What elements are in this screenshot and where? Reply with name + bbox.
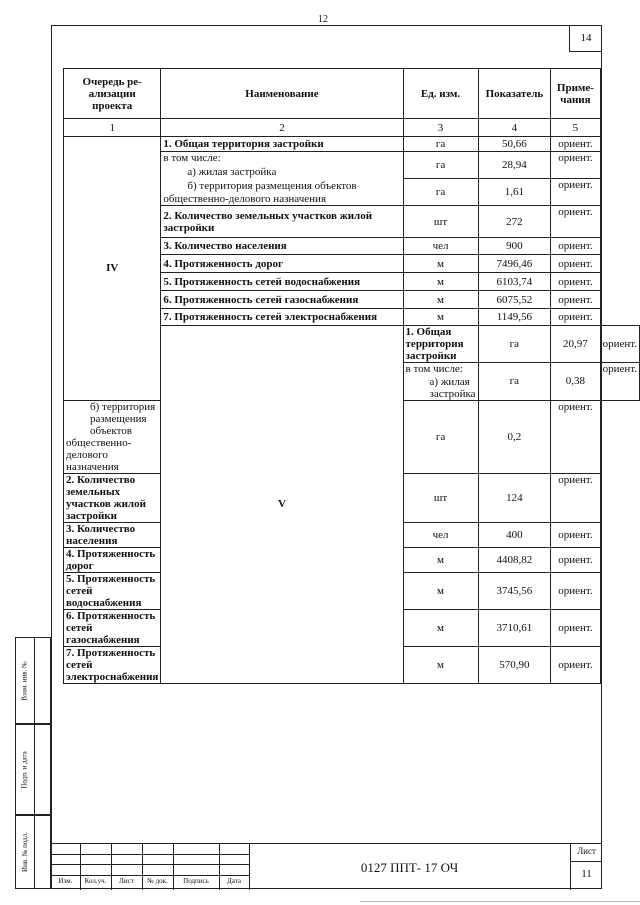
row-note: ориент. bbox=[551, 137, 600, 152]
row-value: 570,90 bbox=[478, 646, 551, 683]
row-unit: га bbox=[403, 179, 478, 206]
row-note: ориент. bbox=[551, 473, 600, 522]
sheet-label: Лист bbox=[577, 846, 596, 856]
row-title: 4. Протяженность дорог bbox=[64, 547, 161, 572]
row-note: ориент. bbox=[551, 400, 600, 473]
row-value: 1,61 bbox=[478, 179, 551, 206]
row-title: 7. Протяженность сетей электроснабжения bbox=[161, 309, 403, 326]
including-label: в том числе: bbox=[161, 152, 403, 165]
header-row bbox=[64, 69, 640, 119]
row-note: ориент. bbox=[600, 326, 639, 363]
row-value: 900 bbox=[478, 238, 551, 255]
row-value: 28,94 bbox=[478, 152, 551, 179]
row-value: 6075,52 bbox=[478, 291, 551, 309]
row-unit: га bbox=[403, 400, 478, 473]
row-note: ориент. bbox=[551, 609, 600, 646]
document-code: 0127 ППТ- 17 ОЧ bbox=[360, 860, 459, 875]
row-unit: м bbox=[403, 273, 478, 291]
row-title: б) территория размещения объектов bbox=[64, 400, 161, 437]
caption-date: Дата bbox=[227, 877, 241, 885]
row-value: 3745,56 bbox=[478, 572, 551, 609]
row-title: 6. Протяженность сетей газоснабжения bbox=[64, 609, 161, 646]
stamp-inv-orig bbox=[15, 815, 51, 889]
row-unit: чел bbox=[403, 238, 478, 255]
row-title: 4. Протяженность дорог bbox=[161, 255, 403, 273]
row-value: 0,38 bbox=[551, 363, 600, 401]
row-title: 2. Количество земельных участков жилой застройки bbox=[161, 206, 403, 238]
top-page-number: 12 bbox=[318, 14, 328, 25]
row-value: 272 bbox=[478, 206, 551, 238]
row-unit: м bbox=[403, 309, 478, 326]
row-note: ориент. bbox=[600, 363, 639, 401]
row-value: 50,66 bbox=[478, 137, 551, 152]
row-note: ориент. bbox=[551, 255, 600, 273]
column-number: 5 bbox=[551, 119, 600, 137]
column-number: 1 bbox=[64, 119, 161, 137]
row-note: ориент. bbox=[551, 238, 600, 255]
including-label: в том числе: bbox=[403, 363, 478, 376]
row-note: ориент. bbox=[551, 273, 600, 291]
row-value: 124 bbox=[478, 473, 551, 522]
row-unit: м bbox=[403, 609, 478, 646]
row-unit: га bbox=[403, 137, 478, 152]
row-value: 0,2 bbox=[478, 400, 551, 473]
row-title: общественно-делового назначения bbox=[64, 437, 161, 474]
row-note: ориент. bbox=[551, 572, 600, 609]
row-value: 3710,61 bbox=[478, 609, 551, 646]
row-title: а) жилая застройка bbox=[161, 165, 403, 179]
row-title: б) территория размещения объектов bbox=[161, 179, 403, 193]
stamp-label: Инв. № подл. bbox=[21, 832, 30, 872]
row-unit: м bbox=[403, 572, 478, 609]
row-unit: га bbox=[403, 152, 478, 179]
row-unit: м bbox=[403, 291, 478, 309]
column-number: 4 bbox=[478, 119, 551, 137]
row-unit: м bbox=[403, 646, 478, 683]
header-name: Наименование bbox=[161, 69, 403, 119]
row-title: 3. Количество населения bbox=[64, 522, 161, 547]
row-unit: га bbox=[478, 363, 551, 401]
row-unit: чел bbox=[403, 522, 478, 547]
stamp-label: Подп. и дата bbox=[21, 750, 29, 789]
title-block bbox=[51, 843, 602, 889]
row-title: 1. Общая территория застройки bbox=[161, 137, 403, 152]
sheet-number: 11 bbox=[581, 868, 592, 880]
row-note: ориент. bbox=[551, 309, 600, 326]
row-title: 6. Протяженность сетей газоснабжения bbox=[161, 291, 403, 309]
caption-signature: Подпись bbox=[183, 877, 209, 885]
scan-edge-line bbox=[360, 901, 640, 902]
queue-cell: IV bbox=[64, 137, 161, 401]
row-note: ориент. bbox=[551, 547, 600, 572]
row-note: ориент. bbox=[551, 291, 600, 309]
row-note: ориент. bbox=[551, 152, 600, 179]
indicators-table bbox=[63, 68, 640, 684]
row-title: а) жилая застройка bbox=[403, 376, 478, 401]
row-value: 7496,46 bbox=[478, 255, 551, 273]
row-note: ориент. bbox=[551, 206, 600, 238]
row-unit: м bbox=[403, 547, 478, 572]
caption-sheet: Лист bbox=[119, 877, 134, 885]
row-value: 6103,74 bbox=[478, 273, 551, 291]
row-value: 1149,56 bbox=[478, 309, 551, 326]
header-note: Приме- чания bbox=[551, 69, 600, 119]
stamp-replace-inv bbox=[15, 637, 51, 724]
column-numbers-row bbox=[64, 119, 640, 137]
row-unit: га bbox=[478, 326, 551, 363]
row-value: 4408,82 bbox=[478, 547, 551, 572]
row-title: 1. Общая территория застройки bbox=[403, 326, 478, 363]
caption-change: Изм. bbox=[58, 877, 73, 885]
row-title: 5. Протяженность сетей водоснабжения bbox=[161, 273, 403, 291]
row-unit: м bbox=[403, 255, 478, 273]
row-title: общественно-делового назначения bbox=[161, 193, 403, 206]
row-value: 400 bbox=[478, 522, 551, 547]
row-value: 20,97 bbox=[551, 326, 600, 363]
column-number: 2 bbox=[161, 119, 403, 137]
table-row bbox=[64, 137, 640, 152]
row-title: 3. Количество населения bbox=[161, 238, 403, 255]
column-number: 3 bbox=[403, 119, 478, 137]
row-title: 7. Протяженность сетей электроснабжения bbox=[64, 646, 161, 683]
row-unit: шт bbox=[403, 206, 478, 238]
header-value: Показатель bbox=[478, 69, 551, 119]
row-title: 5. Протяженность сетей водоснабжения bbox=[64, 572, 161, 609]
corner-number: 14 bbox=[569, 25, 602, 52]
stamp-sign-date bbox=[15, 724, 51, 815]
queue-cell: V bbox=[161, 326, 403, 684]
row-note: ориент. bbox=[551, 646, 600, 683]
row-title: 2. Количество земельных участков жилой застройки bbox=[64, 473, 161, 522]
header-unit: Ед. изм. bbox=[403, 69, 478, 119]
row-unit: шт bbox=[403, 473, 478, 522]
caption-qty: Кол.уч. bbox=[84, 877, 107, 885]
header-queue: Очередь ре- ализации проекта bbox=[64, 69, 161, 119]
row-note: ориент. bbox=[551, 522, 600, 547]
stamp-label: Взам. инв. № bbox=[21, 660, 30, 701]
caption-doc-no: № док. bbox=[147, 877, 168, 885]
row-note: ориент. bbox=[551, 179, 600, 206]
